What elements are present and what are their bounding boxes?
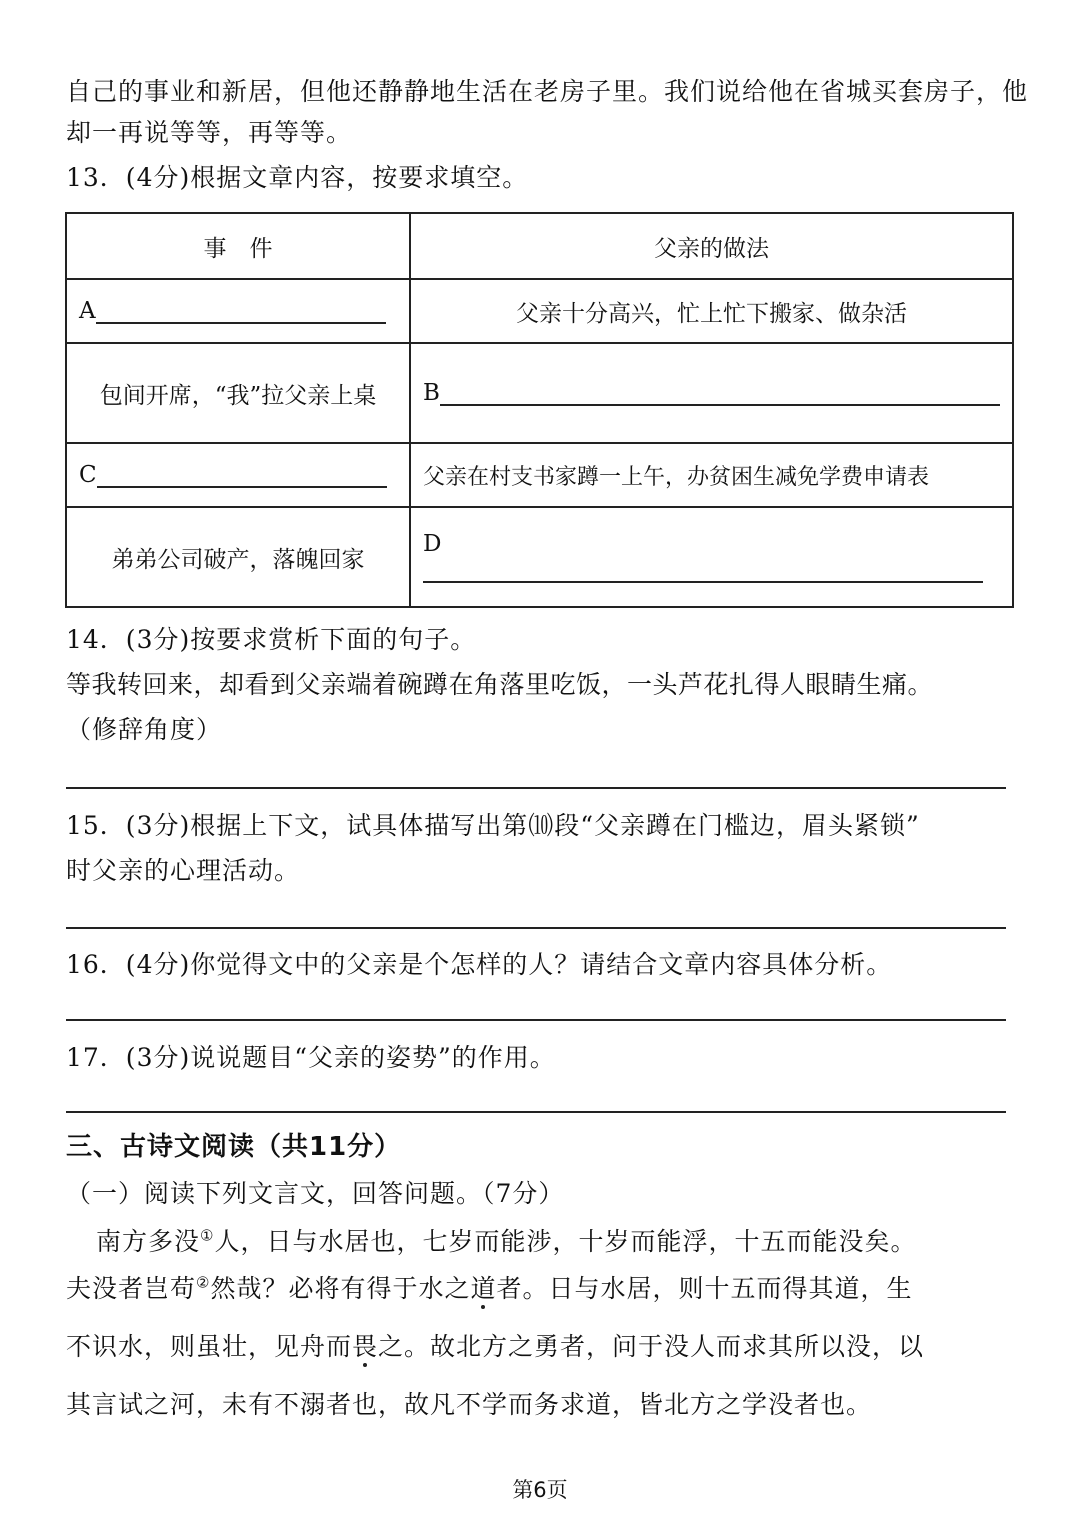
emphasis-char-dao: 道 [470,1274,497,1303]
fill-in-table [65,212,1014,608]
passage-line-1: 自己的事业和新居，但他还静静地生活在老房子里。我们说给他在省城买套房子，他 [66,77,1029,106]
table-header-event: 事 件 [66,213,410,279]
question-16: 16．(4分)你觉得文中的父亲是个怎样的人？请结合文章内容具体分析。 [66,950,893,979]
table-cell-d-event: 弟弟公司破产，落魄回家 [66,507,410,607]
answer-line-14[interactable] [66,787,1006,789]
answer-blank-c[interactable] [97,462,387,488]
question-13: 13．(4分)根据文章内容，按要求填空。 [66,163,529,192]
question-15-line-1: 15．(3分)根据上下文，试具体描写出第⑽段“父亲蹲在门槛边，眉头紧锁” [66,811,920,840]
blank-label-d: D [423,531,442,557]
table-cell-a[interactable] [66,279,410,343]
answer-line-15[interactable] [66,927,1006,929]
table-cell-b-event: 包间开席，“我”拉父亲上桌 [66,343,410,443]
answer-line-16[interactable] [66,1019,1006,1021]
table-cell-d[interactable] [410,507,1013,607]
blank-label-b: B [423,380,440,406]
table-cell-b[interactable] [410,343,1013,443]
table-cell-c[interactable] [66,443,410,507]
page-number: 第6页 [512,1478,568,1502]
question-15-line-2: 时父亲的心理活动。 [66,856,301,885]
question-14-note: （修辞角度） [66,715,223,744]
table-cell-c-action: 父亲在村支书家蹲一上午，办贫困生减免学费申请表 [410,443,1013,507]
classical-text-line-1: 南方多没①人，日与水居也，七岁而能涉，十岁而能浮，十五而能没矣。 [96,1226,917,1256]
question-14-sentence: 等我转回来，却看到父亲端着碗蹲在角落里吃饭，一头芦花扎得人眼睛生痛。 [66,670,934,699]
table-header-action: 父亲的做法 [410,213,1013,279]
emphasis-char-wei: 畏 [352,1332,379,1361]
footnote-marker-1: ① [200,1226,215,1245]
classical-text-line-3: 不识水，则虽壮，见舟而畏之。故北方之勇者，问于没人而求其所以没，以 [66,1332,925,1361]
question-17: 17．(3分)说说题目“父亲的姿势”的作用。 [66,1043,556,1072]
answer-blank-d[interactable] [423,557,983,583]
classical-text-line-4: 其言试之河，未有不溺者也，故凡不学而务求道，皆北方之学没者也。 [66,1390,873,1419]
passage-line-2: 却一再说等等，再等等。 [66,118,353,147]
answer-blank-b[interactable] [440,380,1000,406]
answer-blank-a[interactable] [96,298,386,324]
section-subheading: （一）阅读下列文言文，回答问题。（7分） [66,1179,565,1208]
blank-label-a: A [79,298,96,324]
section-heading: 三、古诗文阅读（共11分） [66,1132,402,1162]
blank-label-c: C [79,462,97,488]
answer-line-17[interactable] [66,1111,1006,1113]
classical-text-line-2: 夫没者岂苟②然哉？必将有得于水之道者。日与水居，则十五而得其道，生 [66,1273,913,1303]
question-14: 14．(3分)按要求赏析下面的句子。 [66,625,477,654]
footnote-marker-2: ② [196,1273,211,1292]
table-cell-a-action: 父亲十分高兴，忙上忙下搬家、做杂活 [410,279,1013,343]
